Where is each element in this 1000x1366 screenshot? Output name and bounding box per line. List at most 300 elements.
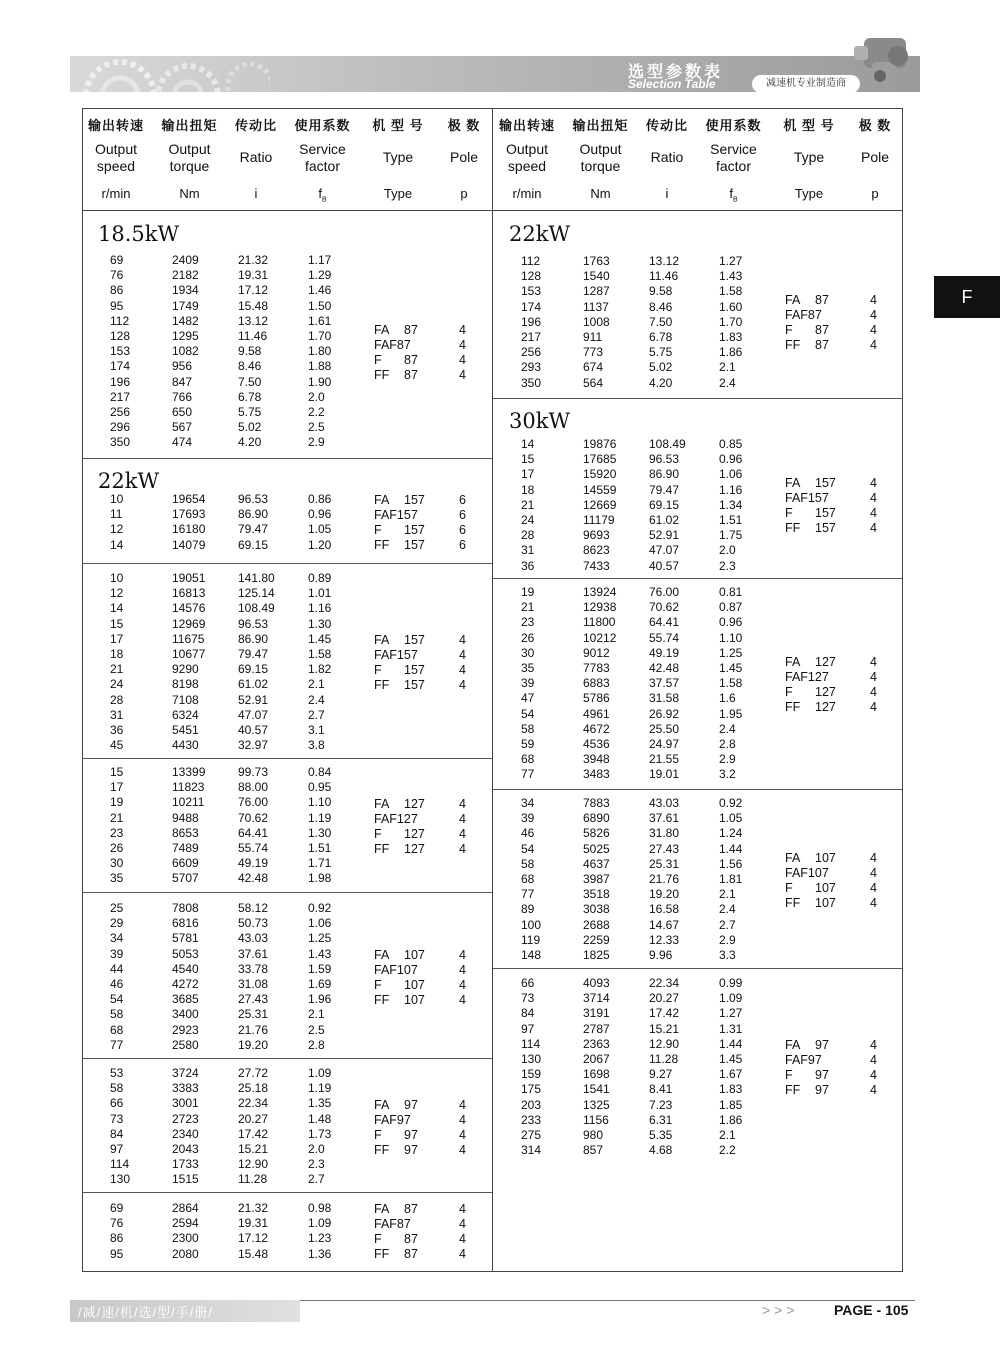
header-torque-cn: 输出扭矩	[572, 118, 629, 133]
ratio-cell: 96.53	[649, 452, 680, 467]
type-model: F	[374, 1232, 382, 1247]
table-row	[82, 1038, 362, 1053]
table-row	[493, 796, 773, 811]
service-factor-cell: 1.27	[719, 254, 743, 268]
service-factor-cell: 1.36	[308, 1246, 332, 1261]
service-factor-cell: 1.75	[719, 528, 743, 543]
service-factor-cell: 1.06	[308, 916, 332, 931]
ratio-cell: 25.18	[238, 1081, 269, 1096]
torque-cell: 5786	[583, 691, 610, 706]
header-speed-cn: 输出转速	[87, 118, 144, 133]
speed-cell: 24	[521, 513, 535, 527]
speed-cell: 54	[521, 706, 535, 721]
speed-cell: 314	[521, 1143, 542, 1158]
speed-cell: 153	[110, 344, 131, 359]
ratio-cell: 4.20	[649, 375, 673, 390]
torque-cell: 1540	[583, 269, 610, 284]
type-model: F	[785, 684, 793, 699]
speed-cell: 58	[521, 856, 535, 871]
service-factor-cell: 1.09	[308, 1066, 332, 1080]
pole-value: 4	[459, 978, 466, 992]
service-factor-cell: 0.84	[308, 765, 332, 779]
service-factor-cell: 0.95	[308, 780, 332, 795]
torque-cell: 5826	[583, 826, 610, 841]
type-row	[785, 1038, 895, 1053]
speed-cell: 47	[521, 691, 535, 706]
ratio-cell: 6.31	[649, 1112, 673, 1127]
speed-cell: 34	[110, 931, 124, 946]
header-pole-en: Pole	[860, 149, 890, 165]
table-row	[82, 841, 362, 856]
ratio-cell: 31.08	[238, 977, 269, 991]
service-factor-cell: 1.51	[308, 841, 332, 855]
table-row	[493, 513, 773, 528]
speed-cell: 46	[110, 977, 124, 991]
torque-cell: 16813	[172, 586, 206, 601]
speed-cell: 256	[521, 345, 542, 360]
service-factor-cell: 1.86	[719, 345, 743, 360]
speed-cell: 35	[110, 871, 124, 886]
table-row	[82, 538, 362, 553]
torque-cell: 12669	[583, 497, 617, 512]
type-size: 107	[404, 978, 425, 992]
service-factor-cell: 1.46	[308, 283, 332, 298]
ratio-cell: 11.46	[238, 329, 268, 343]
header-speed-unit: r/min	[512, 186, 542, 201]
service-factor-cell: 1.60	[719, 299, 743, 314]
torque-cell: 8623	[583, 543, 610, 558]
table-row	[82, 1157, 362, 1172]
type-row	[785, 866, 895, 881]
ratio-cell: 55.74	[649, 630, 680, 645]
service-factor-cell: 3.8	[308, 738, 325, 753]
type-model: F	[785, 880, 793, 895]
type-row	[374, 1113, 484, 1128]
table-row	[82, 962, 362, 977]
table-row	[82, 1127, 362, 1142]
torque-cell: 8198	[172, 677, 199, 692]
torque-cell: 6609	[172, 856, 199, 871]
service-factor-cell: 1.95	[719, 706, 743, 721]
header-torque-unit: Nm	[179, 186, 200, 201]
service-factor-cell: 1.05	[719, 811, 743, 826]
torque-cell: 4961	[583, 706, 610, 721]
table-row	[493, 857, 773, 872]
torque-cell: 3518	[583, 887, 610, 902]
torque-cell: 2688	[583, 917, 610, 932]
torque-cell: 4430	[172, 738, 199, 753]
speed-cell: 114	[521, 1036, 541, 1051]
manufacturer-tag: 减速机专业制造商	[752, 75, 860, 93]
table-row	[493, 543, 773, 558]
pole-value: 4	[870, 669, 877, 684]
service-factor-cell: 2.8	[308, 1037, 325, 1052]
header-ratio-cn: 传动比	[234, 118, 277, 133]
speed-cell: 14	[521, 437, 535, 451]
torque-cell: 1763	[583, 254, 610, 268]
torque-cell: 9693	[583, 528, 610, 543]
type-row	[374, 1217, 484, 1232]
speed-cell: 130	[521, 1052, 542, 1066]
right-power-title: 22kW	[509, 222, 571, 246]
service-factor-cell: 1.6	[719, 691, 736, 706]
type-model: FA	[374, 1097, 390, 1112]
torque-cell: 2363	[583, 1036, 610, 1051]
speed-cell: 77	[110, 1037, 124, 1052]
speed-cell: 77	[521, 767, 535, 782]
header-service-factor-cn: 使用系数	[294, 118, 351, 133]
ratio-cell: 70.62	[649, 600, 680, 615]
type-row	[785, 670, 895, 685]
torque-cell: 10212	[583, 630, 617, 645]
service-factor-cell: 1.43	[308, 946, 332, 961]
type-size: 97	[815, 1038, 829, 1053]
service-factor-cell: 1.30	[308, 825, 332, 840]
speed-cell: 350	[521, 375, 542, 390]
service-factor-cell: 3.2	[719, 767, 736, 782]
pole-value: 4	[459, 337, 466, 352]
header-ratio-en: Ratio	[239, 149, 273, 165]
section-tab-f[interactable]: F	[934, 276, 1000, 318]
header-ratio-unit: i	[254, 186, 258, 201]
pole-value: 4	[459, 811, 466, 826]
speed-cell: 130	[110, 1172, 131, 1187]
ratio-cell: 88.00	[238, 780, 269, 795]
pole-value: 4	[459, 352, 466, 367]
ratio-cell: 43.03	[238, 931, 269, 946]
speed-cell: 35	[521, 661, 535, 675]
torque-cell: 4672	[583, 721, 610, 736]
ratio-cell: 11.28	[238, 1172, 268, 1187]
service-factor-cell: 1.71	[308, 856, 332, 871]
type-model: FA	[374, 1202, 390, 1217]
type-row	[374, 827, 484, 842]
footer-arrows: >>>	[762, 1302, 799, 1318]
service-factor-cell: 1.05	[308, 522, 332, 537]
left-section-divider	[82, 892, 492, 893]
table-row	[82, 662, 362, 677]
torque-cell: 12969	[172, 616, 206, 631]
ratio-cell: 11.28	[649, 1052, 679, 1066]
pole-value: 4	[870, 684, 877, 699]
speed-cell: 217	[110, 389, 131, 404]
type-model: FAF97	[785, 1053, 822, 1068]
service-factor-cell: 1.73	[308, 1126, 332, 1141]
table-row	[493, 933, 773, 948]
speed-cell: 29	[110, 916, 124, 931]
ratio-cell: 25.31	[238, 1007, 269, 1022]
table-row	[493, 269, 773, 284]
service-factor-cell: 1.81	[719, 872, 743, 886]
service-factor-cell: 1.45	[719, 661, 743, 675]
service-factor-cell: 1.35	[308, 1096, 332, 1111]
type-row	[374, 1128, 484, 1143]
speed-cell: 95	[110, 1246, 124, 1261]
speed-cell: 97	[110, 1142, 124, 1156]
speed-cell: 23	[521, 615, 535, 630]
type-model: FF	[374, 1142, 390, 1157]
ratio-cell: 19.01	[649, 767, 680, 782]
table-row	[82, 571, 362, 586]
speed-cell: 11	[110, 507, 123, 522]
table-row	[82, 435, 362, 450]
table-row	[493, 585, 773, 600]
type-size: 87	[815, 338, 829, 353]
table-row	[82, 723, 362, 738]
torque-cell: 2594	[172, 1216, 199, 1231]
ratio-cell: 64.41	[238, 825, 269, 840]
torque-cell: 17693	[172, 507, 206, 522]
torque-cell: 14079	[172, 537, 206, 552]
handbook-title: /减/速/机/选/型/手/册/	[78, 1305, 213, 1320]
header-type-cn: 机 型 号	[783, 118, 835, 133]
table-row	[493, 498, 773, 513]
type-size: 127	[815, 684, 836, 699]
speed-cell: 31	[110, 707, 124, 722]
pole-value: 6	[459, 493, 466, 508]
service-factor-cell: 1.58	[719, 676, 743, 691]
type-model: FAF157	[374, 648, 418, 663]
pole-value: 4	[459, 963, 466, 977]
ratio-cell: 15.48	[238, 1246, 269, 1261]
pole-value: 4	[870, 850, 877, 865]
service-factor-cell: 1.16	[308, 601, 332, 616]
table-row	[493, 887, 773, 902]
speed-cell: 36	[521, 558, 535, 573]
pole-value: 4	[870, 338, 877, 353]
torque-cell: 2080	[172, 1246, 199, 1261]
speed-cell: 12	[110, 586, 124, 601]
header-torque-en: Output torque	[579, 141, 622, 174]
speed-cell: 21	[521, 497, 535, 512]
torque-cell: 2723	[172, 1111, 199, 1126]
speed-cell: 73	[521, 991, 535, 1006]
type-model: FF	[785, 895, 801, 910]
torque-cell: 3383	[172, 1081, 199, 1096]
ratio-cell: 141.80	[238, 571, 275, 585]
speed-cell: 21	[110, 662, 124, 677]
ratio-cell: 20.27	[649, 991, 680, 1006]
service-factor-cell: 0.96	[308, 507, 332, 522]
torque-cell: 7489	[172, 841, 199, 855]
torque-cell: 13924	[583, 585, 617, 599]
torque-cell: 13399	[172, 765, 206, 779]
type-model: FA	[785, 654, 801, 669]
service-factor-cell: 1.61	[308, 313, 332, 328]
torque-cell: 2409	[172, 253, 199, 267]
service-factor-cell: 0.98	[308, 1201, 332, 1215]
table-row	[82, 632, 362, 647]
ratio-cell: 86.90	[238, 631, 269, 646]
service-factor-cell: 1.09	[308, 1216, 332, 1231]
service-factor-cell: 2.2	[719, 1143, 736, 1158]
speed-cell: 58	[110, 1007, 124, 1022]
type-size: 157	[404, 523, 425, 538]
type-model: FF	[785, 338, 801, 353]
speed-cell: 14	[110, 537, 124, 552]
pole-value: 4	[870, 308, 877, 323]
speed-cell: 153	[521, 284, 542, 299]
page-number: PAGE - 105	[834, 1302, 909, 1318]
table-row	[82, 253, 362, 268]
type-row	[374, 523, 484, 538]
speed-cell: 256	[110, 405, 131, 419]
torque-cell: 857	[583, 1143, 604, 1158]
speed-cell: 36	[110, 723, 124, 737]
table-row	[82, 647, 362, 662]
speed-cell: 18	[110, 647, 124, 661]
torque-cell: 2923	[172, 1022, 199, 1037]
type-row	[785, 506, 895, 521]
pole-value: 4	[459, 678, 466, 693]
ratio-cell: 20.27	[238, 1111, 269, 1126]
type-row	[374, 963, 484, 978]
ratio-cell: 12.90	[238, 1157, 269, 1172]
type-row	[785, 881, 895, 896]
torque-cell: 1156	[583, 1112, 609, 1127]
table-row	[493, 872, 773, 887]
speed-cell: 39	[110, 946, 124, 961]
header-ratio-unit: i	[665, 186, 669, 201]
table-row	[82, 947, 362, 962]
type-model: F	[374, 1127, 382, 1142]
torque-cell: 11675	[172, 631, 205, 646]
torque-cell: 4637	[583, 856, 610, 871]
type-row	[785, 323, 895, 338]
header-service-factor-en: Service factor	[710, 141, 757, 174]
type-row	[785, 1068, 895, 1083]
type-size: 97	[404, 1097, 418, 1112]
torque-cell: 1325	[583, 1097, 610, 1112]
type-model: FAF87	[374, 337, 411, 352]
type-row	[374, 493, 484, 508]
table-row	[493, 452, 773, 467]
header-speed-en: Output speed	[94, 141, 138, 174]
type-model: FA	[374, 948, 390, 962]
header-pole-unit: p	[871, 186, 879, 201]
ratio-cell: 8.46	[649, 299, 673, 314]
ratio-cell: 21.32	[238, 253, 269, 267]
pole-value: 4	[459, 1217, 466, 1232]
table-row	[82, 1023, 362, 1038]
speed-cell: 44	[110, 961, 124, 976]
ratio-cell: 52.91	[238, 692, 269, 707]
table-row	[82, 871, 362, 886]
service-factor-cell: 1.25	[719, 645, 743, 660]
header-torque-cn: 输出扭矩	[161, 118, 218, 133]
header-type-unit: Type	[383, 186, 413, 201]
service-factor-cell: 1.69	[308, 977, 332, 991]
ratio-cell: 108.49	[649, 437, 686, 451]
speed-cell: 28	[521, 528, 535, 543]
pole-value: 4	[870, 476, 877, 491]
service-factor-cell: 2.4	[719, 721, 736, 736]
table-row	[493, 1022, 773, 1037]
ratio-cell: 9.58	[649, 284, 673, 299]
speed-cell: 17	[110, 631, 124, 646]
torque-cell: 2067	[583, 1052, 610, 1066]
speed-cell: 39	[521, 676, 535, 691]
speed-cell: 15	[521, 452, 535, 467]
ratio-cell: 5.35	[649, 1128, 673, 1142]
speed-cell: 159	[521, 1067, 542, 1082]
speed-cell: 76	[110, 268, 124, 283]
ratio-cell: 43.03	[649, 796, 680, 810]
header-pole-cn: 极 数	[858, 118, 892, 133]
header-service-factor-en: Service factor	[299, 141, 346, 174]
type-size: 87	[404, 1247, 418, 1262]
pole-value: 4	[459, 796, 466, 811]
table-row	[493, 902, 773, 917]
type-size: 157	[815, 476, 836, 491]
ratio-cell: 8.41	[649, 1082, 673, 1097]
service-factor-cell: 1.17	[308, 253, 332, 267]
type-model: FAF157	[785, 491, 829, 506]
torque-cell: 7883	[583, 796, 610, 810]
torque-cell: 5025	[583, 841, 610, 856]
torque-cell: 9012	[583, 645, 610, 660]
ratio-cell: 96.53	[238, 492, 269, 506]
type-size: 157	[404, 633, 425, 648]
ratio-cell: 7.50	[238, 374, 262, 389]
speed-cell: 58	[110, 1081, 124, 1096]
ratio-cell: 49.19	[238, 856, 269, 871]
torque-cell: 5053	[172, 946, 199, 961]
ratio-cell: 17.42	[238, 1126, 269, 1141]
ratio-cell: 21.76	[649, 872, 680, 886]
pole-value: 4	[870, 865, 877, 880]
service-factor-cell: 2.1	[719, 887, 736, 902]
ratio-cell: 26.92	[649, 706, 680, 721]
type-row	[785, 338, 895, 353]
type-size: 87	[404, 367, 418, 382]
torque-cell: 567	[172, 420, 193, 435]
type-size: 157	[815, 521, 836, 536]
table-row	[493, 1113, 773, 1128]
torque-cell: 6883	[583, 676, 610, 691]
table-row	[82, 492, 362, 507]
service-factor-cell: 1.58	[719, 284, 743, 299]
type-size: 97	[815, 1068, 829, 1083]
ratio-cell: 99.73	[238, 765, 269, 779]
table-row	[82, 283, 362, 298]
gearmotor-product-icon	[850, 28, 920, 98]
service-factor-cell: 1.50	[308, 298, 332, 313]
speed-cell: 69	[110, 1201, 124, 1215]
table-row	[82, 901, 362, 916]
service-factor-cell: 2.1	[308, 677, 325, 692]
speed-cell: 89	[521, 902, 535, 917]
speed-cell: 148	[521, 948, 542, 962]
table-row	[493, 467, 773, 482]
type-size: 87	[404, 1232, 418, 1247]
service-factor-cell: 1.67	[719, 1067, 743, 1082]
type-model: F	[374, 978, 382, 992]
type-model: FAF127	[785, 669, 829, 684]
service-factor-cell: 0.92	[719, 796, 743, 810]
table-row	[493, 345, 773, 360]
service-factor-cell: 0.85	[719, 437, 743, 451]
ratio-cell: 86.90	[649, 467, 680, 482]
header-service-factor-unit: $f_B$	[318, 186, 327, 204]
table-row	[82, 601, 362, 616]
header-speed-unit: r/min	[101, 186, 131, 201]
ratio-cell: 69.15	[238, 662, 269, 677]
ratio-cell: 21.55	[649, 752, 680, 767]
speed-cell: 174	[110, 359, 131, 374]
torque-cell: 2864	[172, 1201, 199, 1215]
service-factor-cell: 1.20	[308, 537, 332, 552]
